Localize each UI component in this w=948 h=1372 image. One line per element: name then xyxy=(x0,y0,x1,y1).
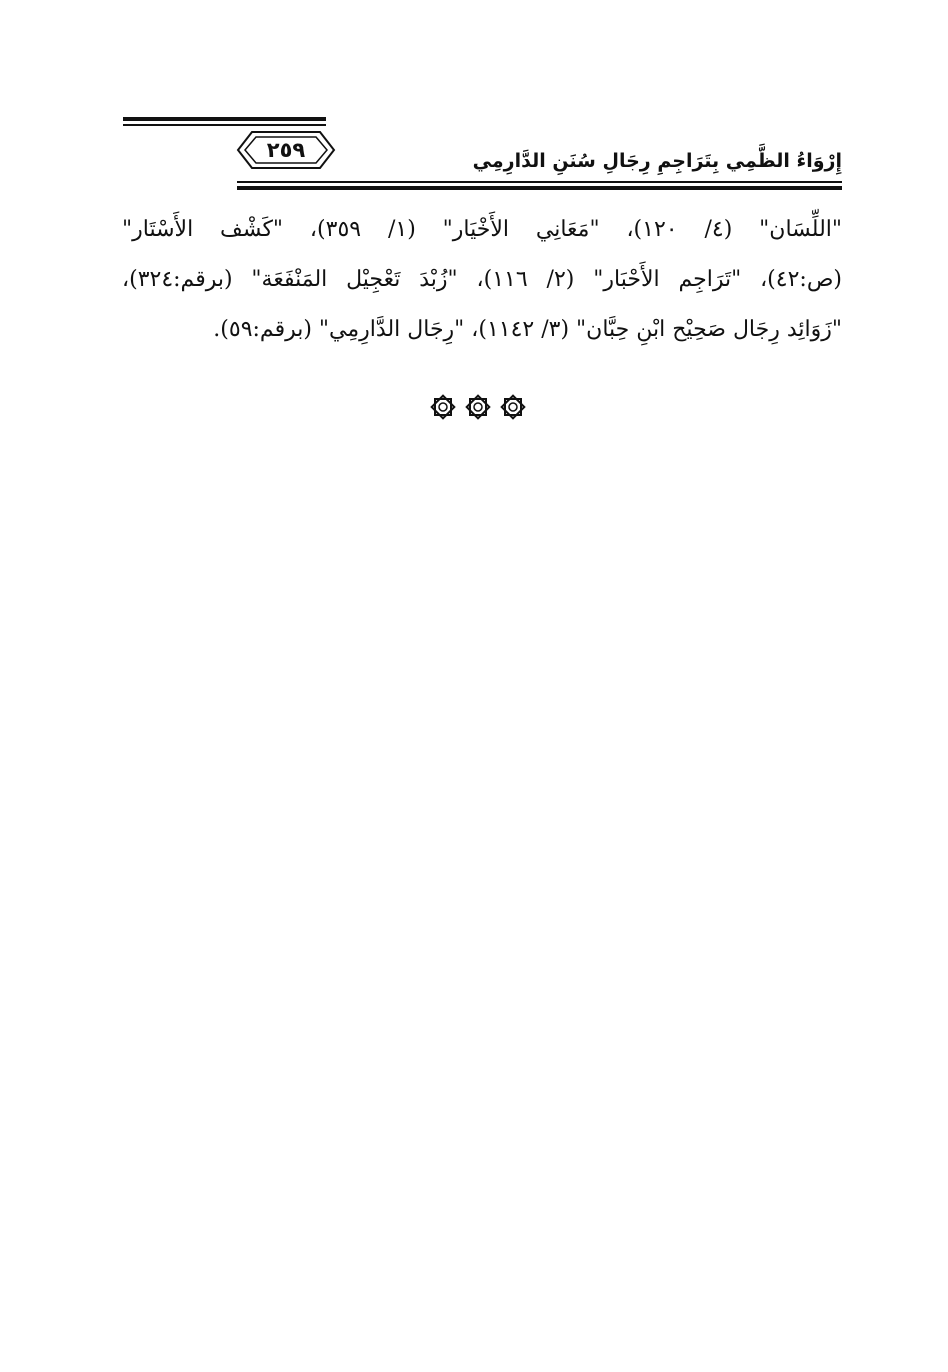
text-line: (ص:٤٢)، "تَرَاجِم الأَحْبَار" (٢/ ١١٦)، "زُبْدَ تَعْجِيْل المَنْفَعَة" (برقم:٣٢٤)، xyxy=(122,267,842,292)
page-number: ٢٥٩ xyxy=(266,138,306,162)
header-rule-top-thick xyxy=(123,117,326,121)
eight-point-star-icon xyxy=(498,392,528,422)
page-header xyxy=(120,112,842,192)
header-rule-bottom-thick xyxy=(237,186,842,190)
text-line: "زَوَائِد رِجَال صَحِيْح ابْنِ حِبَّان" (٣/ ١١٤٢)، "رِجَال الدَّارِمِي" (برقم:٥٩). xyxy=(213,317,842,342)
header-rule-top-thin xyxy=(123,124,326,126)
section-end-ornament xyxy=(428,390,528,424)
eight-point-star-icon xyxy=(428,392,458,422)
references-paragraph xyxy=(122,205,842,355)
eight-point-star-icon xyxy=(463,392,493,422)
book-title: إِرْوَاءُ الظَّمِي بِتَرَاجِمِ رِجَالِ سُنَنِ الدَّارِمِي xyxy=(472,150,842,172)
page-number-badge xyxy=(236,128,336,172)
header-rule-bottom-thin xyxy=(237,181,842,183)
text-line: "اللِّسَان" (٤/ ١٢٠)، "مَعَانِي الأَخْيَار" (١/ ٣٥٩)، "كَشْف الأَسْتَار" xyxy=(122,217,843,242)
